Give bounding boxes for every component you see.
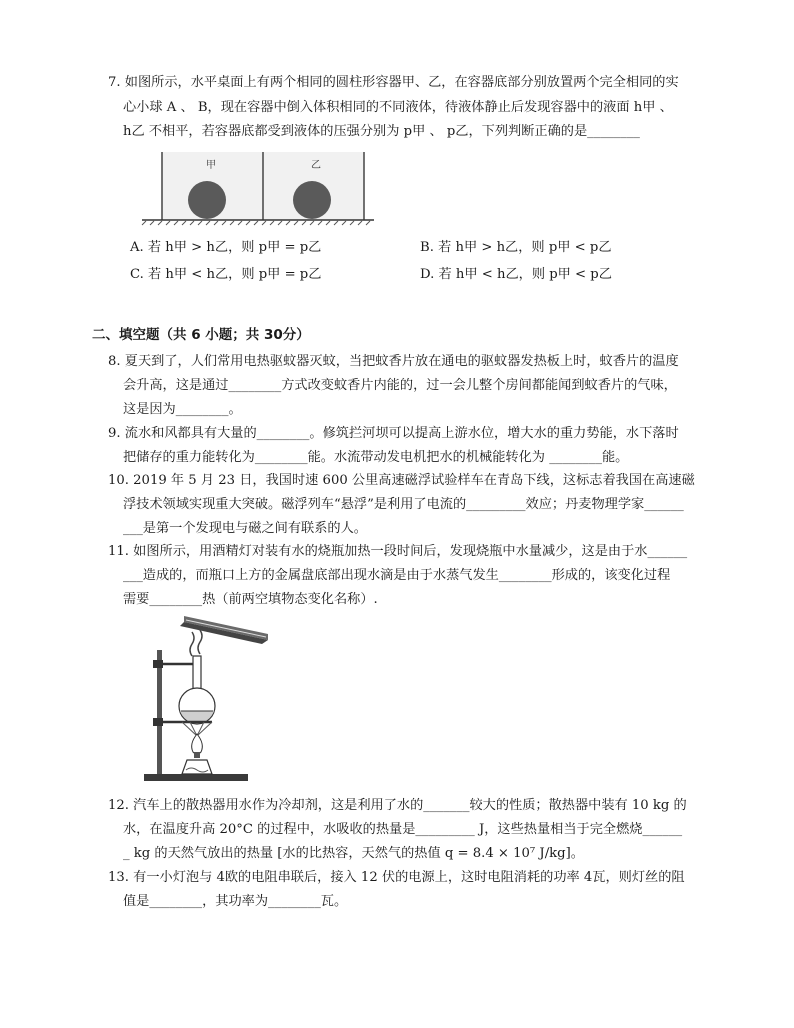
q7-option-b: B. 若 h甲 > h乙，则 p甲 < p乙 bbox=[420, 240, 612, 255]
q7-option-c: C. 若 h甲 < h乙，则 p甲 = p乙 bbox=[130, 267, 322, 282]
q9-line-2: 把储存的重力能转化为________能。水流带动发电机把水的机械能转化为 ________能。 bbox=[123, 450, 629, 465]
q7-line-1: 7. 如图所示，水平桌面上有两个相同的圆柱形容器甲、乙，在容器底部分别放置两个完全相同的实 bbox=[108, 75, 679, 90]
container-label-yi: 乙 bbox=[311, 160, 321, 171]
q12-line-1: 12. 汽车上的散热器用水作为冷却剂，这是利用了水的_______较大的性质；散热器中装有 10 kg 的 bbox=[108, 798, 687, 813]
q9-line-1: 9. 流水和风都具有大量的________。修筑拦河坝可以提高上游水位，增大水的重力势能，水下落时 bbox=[108, 426, 679, 441]
q7-option-a: A. 若 h甲 > h乙，则 p甲 = p乙 bbox=[130, 240, 322, 255]
q7-option-d: D. 若 h甲 < h乙，则 p甲 < p乙 bbox=[420, 267, 612, 282]
section-heading: 二、填空题（共 6 小题；共 30分） bbox=[92, 327, 310, 343]
q8-line-1: 8. 夏天到了，人们常用电热驱蚊器灭蚊，当把蚊香片放在通电的驱蚊器发热板上时，蚊香片的温度 bbox=[108, 354, 679, 369]
q7-line-3: h乙 不相平，若容器底都受到液体的压强分别为 p甲 、 p乙，下列判断正确的是________ bbox=[123, 124, 640, 139]
q7-line-2: 心小球 A 、 B，现在容器中倒入体积相同的不同液体，待液体静止后发现容器中的液面 h甲 、 bbox=[123, 100, 673, 115]
q11-apparatus-figure bbox=[142, 610, 272, 785]
q7-container-figure bbox=[140, 150, 376, 226]
q10-line-3: ___是第一个发现电与磁之间有联系的人。 bbox=[123, 521, 367, 536]
q13-line-1: 13. 有一小灯泡与 4欧的电阻串联后，接入 12 伏的电源上，这时电阻消耗的功率 4瓦，则灯丝的阻 bbox=[108, 870, 685, 885]
q11-line-1: 11. 如图所示，用酒精灯对装有水的烧瓶加热一段时间后，发现烧瓶中水量减少，这是由于水______ bbox=[108, 544, 688, 559]
q12-line-2: 水，在温度升高 20°C 的过程中，水吸收的热量是_________ J，这些热量相当于完全燃烧______ bbox=[123, 822, 683, 837]
q10-line-2: 浮技术领域实现重大突破。磁浮列车“悬浮”是利用了电流的_________效应；丹麦物理学家______ bbox=[123, 497, 684, 512]
q12-line-3: _ kg 的天然气放出的热量 [水的比热容，天然气的热值 q = 8.4 × 10⁷ J/kg]。 bbox=[123, 846, 584, 861]
q11-line-3: 需要________热（前两空填物态变化名称）. bbox=[123, 592, 378, 607]
q10-line-1: 10. 2019 年 5 月 23 日，我国时速 600 公里高速磁浮试验样车在青岛下线，这标志着我国在高速磁 bbox=[108, 473, 695, 488]
q8-line-3: 这是因为________。 bbox=[123, 402, 242, 417]
q13-line-2: 值是________，其功率为________瓦。 bbox=[123, 894, 348, 909]
q11-line-2: ___造成的，而瓶口上方的金属盘底部出现水滴是由于水蒸气发生________形成的，该变化过程 bbox=[123, 568, 671, 583]
q8-line-2: 会升高，这是通过________方式改变蚊香片内能的，过一会儿整个房间都能闻到蚊香片的气味， bbox=[123, 378, 677, 393]
container-label-jia: 甲 bbox=[206, 160, 216, 171]
